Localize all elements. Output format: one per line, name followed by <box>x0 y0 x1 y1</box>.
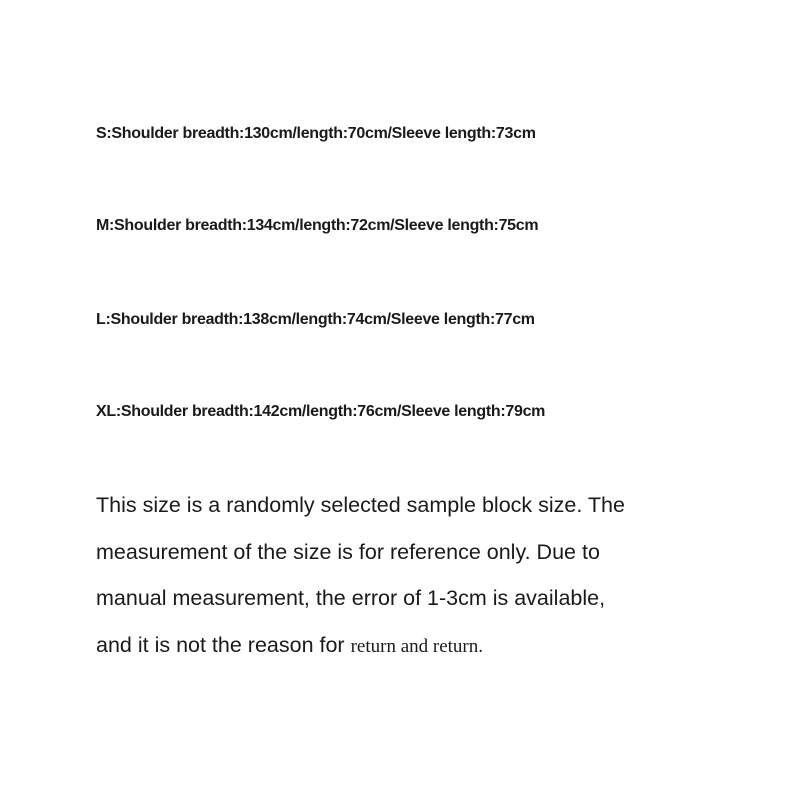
disclaimer-line-1: This size is a randomly selected sample block size. The <box>96 493 625 517</box>
size-s-measurements: S:Shoulder breadth:130cm/length:70cm/Sleeve length:73cm <box>96 125 536 142</box>
measurement-disclaimer <box>96 482 776 670</box>
disclaimer-line-4 <box>96 622 776 671</box>
disclaimer-line-4-tail: return and return. <box>350 635 483 657</box>
size-xl-measurements: XL:Shoulder breadth:142cm/length:76cm/Sleeve length:79cm <box>96 403 546 420</box>
disclaimer-line-4-main: and it is not the reason for <box>96 632 351 657</box>
size-l-measurements: L:Shoulder breadth:138cm/length:74cm/Sleeve length:77cm <box>96 311 535 328</box>
disclaimer-line-2: measurement of the size is for reference only. Due to <box>96 539 600 564</box>
size-m-measurements: M:Shoulder breadth:134cm/length:72cm/Sleeve length:75cm <box>96 217 539 234</box>
disclaimer-line-3: manual measurement, the error of 1-3cm is available, <box>96 586 606 610</box>
